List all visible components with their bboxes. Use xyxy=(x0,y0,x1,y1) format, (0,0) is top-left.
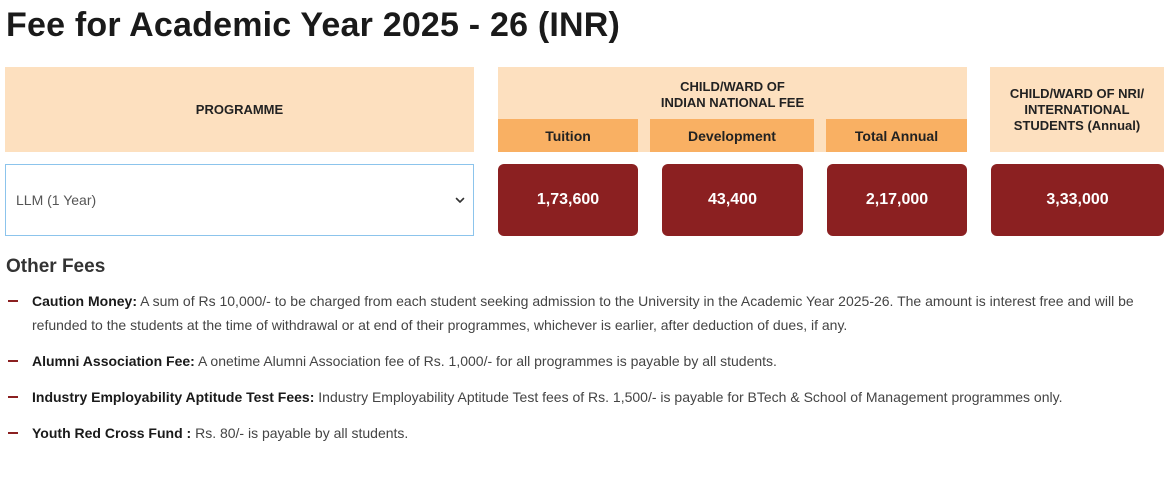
development-fee-value: 43,400 xyxy=(662,164,803,236)
fee-label: Alumni Association Fee: xyxy=(32,353,195,369)
nri-header-line2: INTERNATIONAL xyxy=(1024,101,1130,117)
fee-description: Rs. 80/- is payable by all students. xyxy=(191,425,409,441)
nri-fee-header xyxy=(990,67,1164,152)
tuition-fee-value: 1,73,600 xyxy=(498,164,638,236)
dash-bullet-icon xyxy=(8,300,18,302)
programme-header-label: PROGRAMME xyxy=(195,101,284,117)
fee-description: Industry Employability Aptitude Test fees of Rs. 1,500/- is payable for BTech & School of Management programmes only. xyxy=(314,389,1063,405)
development-subheader: Development xyxy=(650,119,814,152)
fee-label: Youth Red Cross Fund : xyxy=(32,425,192,441)
indian-header-line2: INDIAN NATIONAL FEE xyxy=(660,95,805,110)
fee-description: A onetime Alumni Association fee of Rs. 1,000/- for all programmes is payable by all students. xyxy=(194,353,777,369)
other-fees-list xyxy=(6,289,1166,445)
fee-label: Caution Money: xyxy=(32,293,137,309)
programme-select[interactable] xyxy=(5,164,474,236)
page-title: Fee for Academic Year 2025 - 26 (INR) xyxy=(6,6,621,44)
nri-header-line3: STUDENTS (Annual) xyxy=(1013,117,1141,133)
list-item xyxy=(6,289,1166,337)
fee-label: Industry Employability Aptitude Test Fees: xyxy=(32,389,315,405)
total-annual-fee-value: 2,17,000 xyxy=(827,164,967,236)
dash-bullet-icon xyxy=(8,432,18,434)
tuition-subheader: Tuition xyxy=(498,119,638,152)
nri-fee-value: 3,33,000 xyxy=(991,164,1164,236)
indian-header-line1: CHILD/WARD OF xyxy=(680,79,785,94)
other-fees-title: Other Fees xyxy=(6,256,106,277)
nri-header-line1: CHILD/WARD OF NRI/ xyxy=(1009,85,1145,101)
programme-select-value: LLM (1 Year) xyxy=(16,192,97,208)
chevron-down-icon xyxy=(455,195,465,205)
list-item xyxy=(6,349,1166,373)
list-item xyxy=(6,385,1166,409)
indian-national-fee-header xyxy=(498,67,967,152)
list-item xyxy=(6,421,1166,445)
dash-bullet-icon xyxy=(8,360,18,362)
total-annual-subheader: Total Annual xyxy=(826,119,967,152)
fee-description: A sum of Rs 10,000/- to be charged from each student seeking admission to the University in the Academic Year 2025-26. The amount is interest free and will be refunded to the students at the time of withdrawal or at end of their programmes, whichever is earlier, after deduction of dues, if any. xyxy=(32,293,1134,333)
dash-bullet-icon xyxy=(8,396,18,398)
programme-header xyxy=(5,67,474,152)
